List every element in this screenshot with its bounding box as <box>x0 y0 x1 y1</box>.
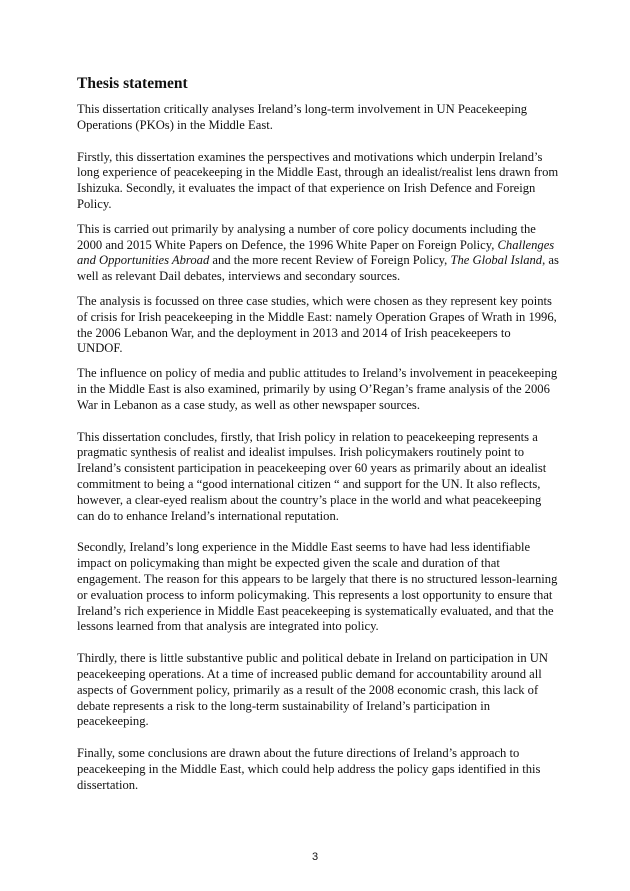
methodology-text-2: and the more recent Review of Foreign Policy, <box>209 253 451 268</box>
paragraph-conclusion-first: This dissertation concludes, firstly, that Irish policy in relation to peacekeeping represents a pragmatic synthesis of realist and idealist impulses. Irish policymakers routinely point to Ireland’s consistent participation in peacekeeping over 60 years as primarily about an idealist commitment to being a “good international citizen “ and support for the UN. It also reflects, however, a clear-eyed realism about the country’s place in the world and what peacekeeping can do to enhance Ireland’s international reputation. <box>77 429 547 523</box>
paragraph-media-influence: The influence on policy of media and public attitudes to Ireland’s involvement in peacekeeping in the Middle East is also examined, primarily by using O’Regan’s frame analysis of the 2006 War in Lebanon as a case study, as well as other newspaper sources. <box>77 366 558 412</box>
methodology-text-1: This is carried out primarily by analysing a number of core policy documents including the 2000 and 2015 White Papers on Defence, the 1996 White Paper on Foreign Policy, <box>77 221 536 252</box>
paragraph-conclusion-second: Secondly, Ireland’s long experience in the Middle East seems to have had less identifiable impact on policymaking than might be expected given the scale and duration of that engagement. The reason for this appears to be largely that there is no structured lesson-learning or evaluation process to inform policymaking. This represents a lost opportunity to ensure that Ireland’s rich experience in Middle East peacekeeping is systematically evaluated, and that the lessons learned from that analysis are integrated into policy. <box>77 540 558 634</box>
paragraph-perspectives: Firstly, this dissertation examines the perspectives and motivations which underpin Ireland’s long experience of peacekeeping in the Middle East, through an idealist/realist lens drawn from Ishizuka. Secondly, it evaluates the impact of that experience on Irish Defence and Foreign Policy. <box>77 149 559 211</box>
paragraph-intro: This dissertation critically analyses Ireland’s long-term involvement in UN Peacekeeping Operations (PKOs) in the Middle East. <box>77 102 528 132</box>
page-number: 3 <box>311 851 319 863</box>
paragraph-conclusion-final: Finally, some conclusions are drawn about the future directions of Ireland’s approach to peacekeeping in the Middle East, which could help address the policy gaps identified in this dissertation. <box>77 746 541 792</box>
section-heading: Thesis statement <box>77 75 188 92</box>
methodology-text-3: , as well as relevant Dail debates, interviews and secondary sources. <box>77 253 559 284</box>
methodology-title-challenges: Challenges and Opportunities Abroad <box>77 237 555 268</box>
paragraph-case-studies: The analysis is focussed on three case studies, which were chosen as they represent key points of crisis for Irish peacekeeping in the Middle East: namely Operation Grapes of Wrath in 1996, the 2006 Lebanon War, and the deployment in 2013 and 2014 of Irish peacekeepers to UNDOF. <box>77 293 557 356</box>
paragraph-methodology <box>77 222 559 285</box>
page-content <box>77 74 559 793</box>
paragraph-conclusion-third: Thirdly, there is little substantive public and political debate in Ireland on participation in UN peacekeeping operations. At a time of increased public demand for accountability around all aspects of Government policy, primarily as a result of the 2008 economic crash, this lack of debate represents a risk to the long-term sustainability of Ireland’s participation in peacekeeping. <box>77 651 548 729</box>
methodology-title-global-island: The Global Island <box>450 253 543 268</box>
